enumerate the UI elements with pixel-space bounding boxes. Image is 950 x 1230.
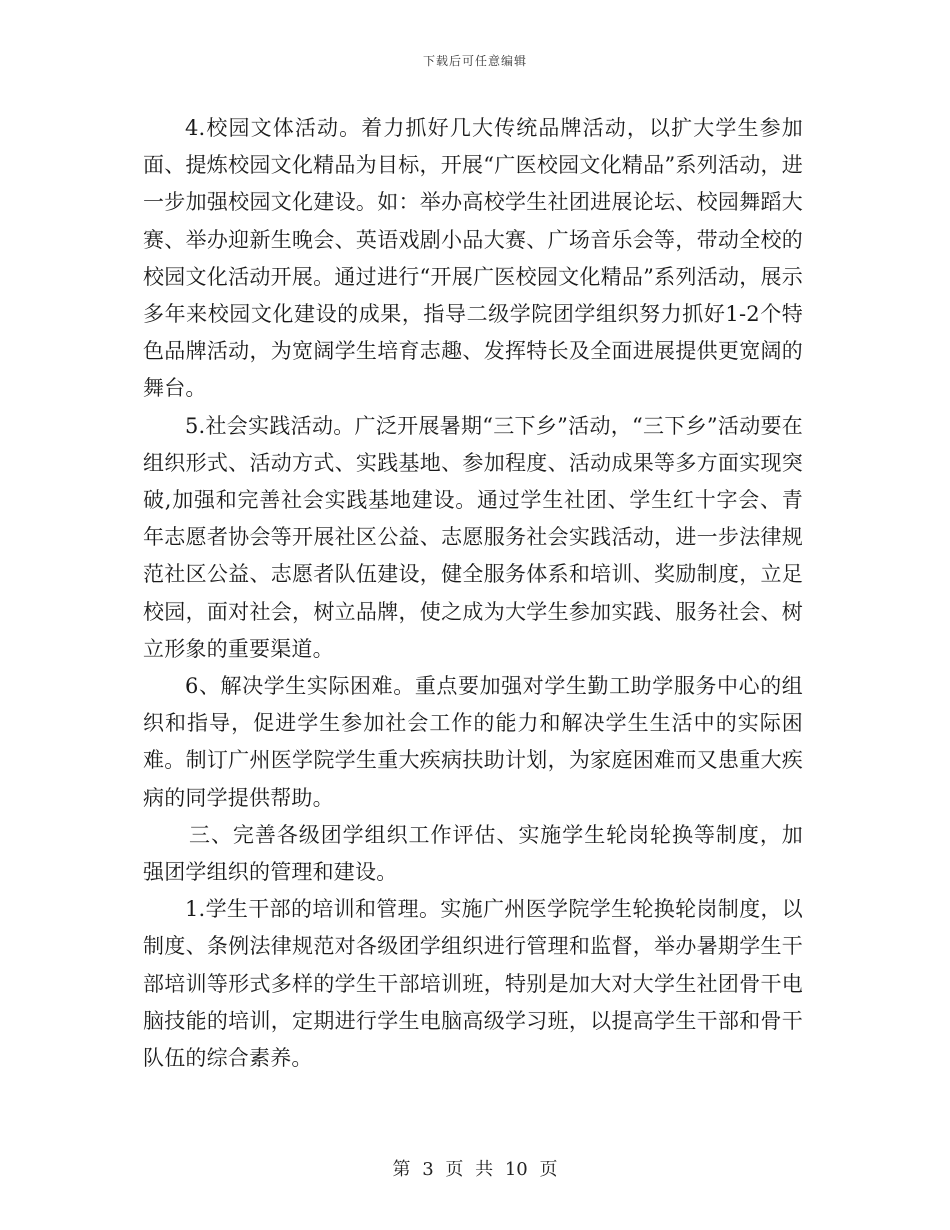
paragraph-cadre-training: 1.学生干部的培训和管理。实施广州医学院学生轮换轮岗制度，以制度、条例法律规范对各级团学组织进行管理和监督，举办暑期学生干部培训等形式多样的学生干部培训班，特别是加大对大学生社团骨干电脑技能的培训，定期进行学生电脑高级学习班，以提高学生干部和骨干队伍的综合素养。 — [143, 897, 803, 1071]
section-heading-organization: 三、完善各级团学组织工作评估、实施学生轮岗轮换等制度，加强团学组织的管理和建设。 — [143, 822, 803, 885]
page-number-footer: 第 3 页 共 10 页 — [392, 1159, 558, 1180]
page-header: 下载后可任意编辑 — [422, 54, 527, 68]
paragraph-social-practice: 5.社会实践活动。广泛开展暑期“三下乡”活动，“三下乡”活动要在组织形式、活动方式、实践基地、参加程度、活动成果等多方面实现突破,加强和完善社会实践基地建设。通过学生社团、学生红十字会、青年志愿者协会等开展社区公益、志愿服务社会实践活动，进一步法律规范社区公益、志愿者队伍建设，健全服务体系和培训、奖励制度，立足校园，面对社会，树立品牌，使之成为大学生参加实践、服务社会、树立形象的重要渠道。 — [143, 413, 803, 661]
paragraph-campus-culture: 4.校园文体活动。着力抓好几大传统品牌活动，以扩大学生参加面、提炼校园文化精品为目标，开展“广医校园文化精品”系列活动，进一步加强校园文化建设。如：举办高校学生社团进展论坛、校园舞蹈大赛、举办迎新生晚会、英语戏剧小品大赛、广场音乐会等，带动全校的校园文化活动开展。通过进行“开展广医校园文化精品”系列活动，展示多年来校园文化建设的成果，指导二级学院团学组织努力抓好1-2个特色品牌活动，为宽阔学生培育志趣、发挥特长及全面进展提供更宽阔的舞台。 — [143, 116, 803, 401]
paragraph-student-difficulties: 6、解决学生实际困难。重点要加强对学生勤工助学服务中心的组织和指导，促进学生参加社会工作的能力和解决学生生活中的实际困难。制订广州医学院学生重大疾病扶助计划，为家庭困难而又患重大疾病的同学提供帮助。 — [143, 674, 803, 810]
document-body — [143, 110, 803, 1077]
